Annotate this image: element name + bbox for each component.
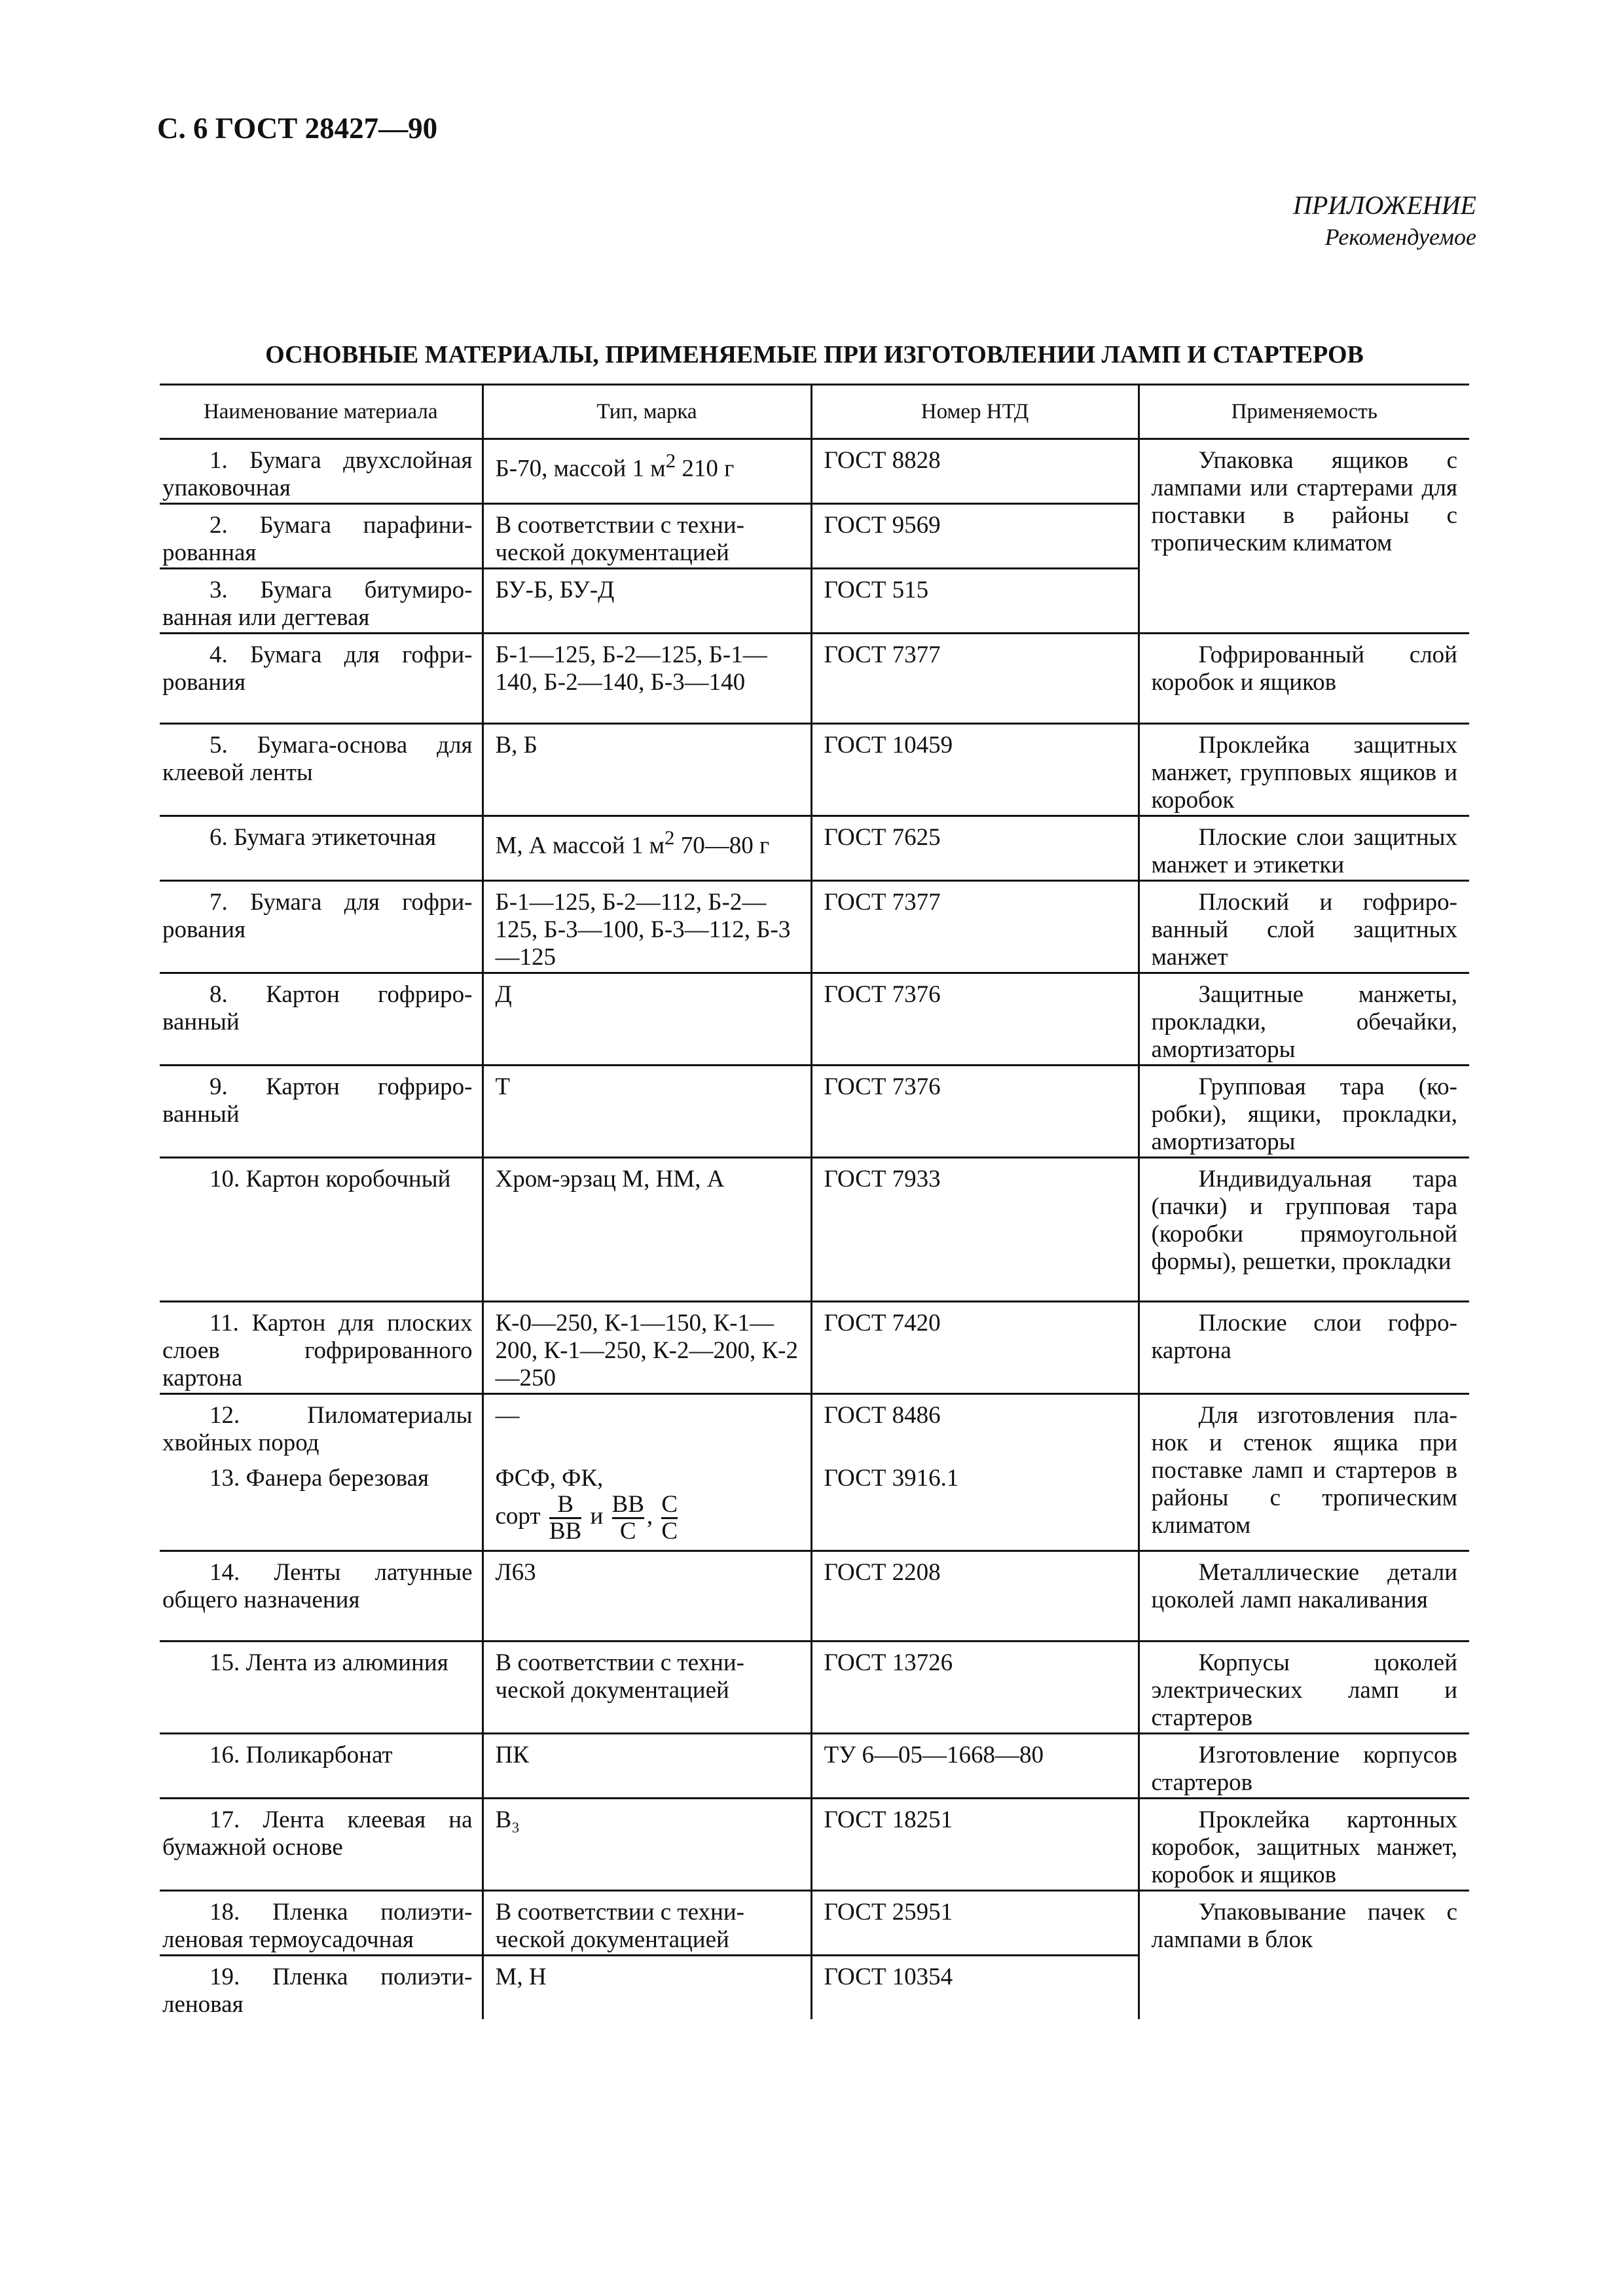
- material-type: М, Н: [483, 1955, 811, 2019]
- grade-label: сорт: [495, 1502, 541, 1530]
- material-name: 1. Бумага двухслойная упаковочная: [160, 439, 483, 504]
- type-text: М, А массой 1 м: [495, 832, 665, 859]
- grade-line: сорт $\frac{В}{ВВ}$ и $\frac{ВВ}{С}$ , $\frac{С}{С}$: [495, 1491, 678, 1545]
- material-name: 12. Пиломатериалы хвойных пород: [162, 1402, 473, 1456]
- material-name: 18. Пленка полиэтиленовая термоусадочная: [160, 1890, 483, 1955]
- grade-fraction: [549, 1492, 581, 1544]
- ntd-number: ТУ 6—05—1668—80: [811, 1733, 1139, 1798]
- ntd-number: ГОСТ 7376: [811, 1066, 1139, 1158]
- ntd-number: ГОСТ 7377: [811, 881, 1139, 973]
- ntd-number: ГОСТ 9569: [811, 504, 1139, 569]
- table-row: [160, 816, 1469, 881]
- page-header: С. 6 ГОСТ 28427—90: [157, 112, 438, 145]
- ntd-number: ГОСТ 18251: [811, 1798, 1139, 1890]
- material-type: [483, 1458, 811, 1551]
- table-row: [160, 973, 1469, 1066]
- and-label: и: [590, 1502, 604, 1530]
- table-row: [160, 1551, 1469, 1641]
- table-row: [160, 1158, 1469, 1302]
- column-header-ntd: Номер НТД: [811, 385, 1139, 439]
- appendix-note: [1293, 190, 1476, 251]
- ntd-number: ГОСТ 7420: [811, 1302, 1139, 1394]
- material-name: 16. Поликарбонат: [160, 1733, 483, 1798]
- ntd-number: ГОСТ 13726: [811, 1641, 1139, 1733]
- application-cell: Индивидуальная тара (пачки) и групповая тара (коробки прямоугольной формы), решетки, прокладки: [1139, 1158, 1469, 1302]
- type-text: ФСФ, ФК,: [495, 1465, 604, 1492]
- material-name: 7. Бумага для гофрирования: [160, 881, 483, 973]
- ntd-number: ГОСТ 7377: [811, 634, 1139, 724]
- application-cell: Плоский и гофрированный слой защитных манжет: [1139, 881, 1469, 973]
- material-type: В₃: [483, 1798, 811, 1890]
- material-type: В соответствии с технической документацией: [483, 504, 811, 569]
- ntd-number: ГОСТ 10354: [811, 1955, 1139, 2019]
- materials-table: [160, 384, 1469, 2019]
- material-name: 5. Бумага-основа для клеевой ленты: [160, 724, 483, 816]
- material-type: К-0—250, К-1—150, К-1—200, К-1—250, К-2—200, К-2—250: [483, 1302, 811, 1394]
- application-cell: Плоские слои гофрокартона: [1139, 1302, 1469, 1394]
- table-row: [160, 439, 1469, 504]
- appendix-label: ПРИЛОЖЕНИЕ: [1293, 190, 1476, 220]
- application-cell: Металлические детали цоколей ламп накаливания: [1139, 1551, 1469, 1641]
- application-cell: Проклейка картонных коробок, защитных манжет, коробок и ящиков: [1139, 1798, 1469, 1890]
- application-cell: Упаковка ящиков с лампами или стартерами для поставки в районы с тропическим климатом: [1139, 439, 1469, 634]
- material-type: Б-1—125, Б-2—112, Б-2—125, Б-3—100, Б-3—112, Б-3—125: [483, 881, 811, 973]
- application-cell: Плоские слои защитных манжет и этикетки: [1139, 816, 1469, 881]
- table-row: [160, 634, 1469, 724]
- material-type: Т: [483, 1066, 811, 1158]
- material-name: 11. Картон для плоских слоев гофрированного картона: [160, 1302, 483, 1394]
- fraction-numerator: С: [661, 1491, 678, 1518]
- material-type: БУ-Б, БУ-Д: [483, 569, 811, 634]
- fraction-denominator: ВВ: [549, 1518, 582, 1545]
- material-name: 8. Картон гофрированный: [160, 973, 483, 1066]
- ntd-number: ГОСТ 7376: [811, 973, 1139, 1066]
- material-type: [483, 816, 811, 881]
- material-type: ПК: [483, 1733, 811, 1798]
- column-header-type: Тип, марка: [483, 385, 811, 439]
- material-name: 13. Фанера березовая: [160, 1458, 483, 1551]
- material-type: Хром-эрзац М, НМ, А: [483, 1158, 811, 1302]
- document-title: ОСНОВНЫЕ МАТЕРИАЛЫ, ПРИМЕНЯЕМЫЕ ПРИ ИЗГОТОВЛЕНИИ ЛАМП И СТАРТЕРОВ: [265, 341, 1364, 368]
- type-text: Б-70, массой 1 м: [495, 455, 666, 482]
- superscript: 2: [665, 450, 676, 472]
- column-header-use: Применяемость: [1139, 385, 1469, 439]
- type-text: 70—80 г: [674, 832, 770, 859]
- table-row: [160, 1641, 1469, 1733]
- material-name: 4. Бумага для гофрирования: [160, 634, 483, 724]
- material-type: В, Б: [483, 724, 811, 816]
- application-cell: Гофрированный слой коробок и ящиков: [1139, 634, 1469, 724]
- material-name: 2. Бумага парафинированная: [160, 504, 483, 569]
- table-row: [160, 1733, 1469, 1798]
- material-name: 9. Картон гофрированный: [160, 1066, 483, 1158]
- ntd-number: ГОСТ 8486: [811, 1394, 1139, 1458]
- grade-fraction: [612, 1492, 644, 1544]
- application-cell: Групповая тара (коробки), ящики, прокладки, амортизаторы: [1139, 1066, 1469, 1158]
- type-text: 210 г: [676, 455, 735, 482]
- ntd-number: ГОСТ 515: [811, 569, 1139, 634]
- material-type: Б-1—125, Б-2—125, Б-1—140, Б-2—140, Б-3—140: [483, 634, 811, 724]
- table-row: [160, 1798, 1469, 1890]
- material-name: 6. Бумага этикеточная: [160, 816, 483, 881]
- superscript: 2: [665, 827, 675, 849]
- material-name: 10. Картон коробочный: [160, 1158, 483, 1302]
- table-row: [160, 1890, 1469, 1955]
- ntd-number: ГОСТ 3916.1: [811, 1458, 1139, 1551]
- material-name: 17. Лента клеевая на бумажной основе: [160, 1798, 483, 1890]
- ntd-number: ГОСТ 8828: [811, 439, 1139, 504]
- table-row: [160, 1394, 1469, 1458]
- ntd-number: ГОСТ 25951: [811, 1890, 1139, 1955]
- table-row: [160, 1066, 1469, 1158]
- application-cell: Корпусы цоколей электрических ламп и стартеров: [1139, 1641, 1469, 1733]
- material-name: 15. Лента из алюминия: [160, 1641, 483, 1733]
- column-header-material: Наименование материала: [160, 385, 483, 439]
- material-name: 14. Ленты латунные общего назначения: [160, 1551, 483, 1641]
- grade-fraction: [661, 1492, 678, 1544]
- material-type: Д: [483, 973, 811, 1066]
- material-type: В соответствии с технической документацией: [483, 1890, 811, 1955]
- application-cell: Защитные манжеты, прокладки, обечайки, амортизаторы: [1139, 973, 1469, 1066]
- fraction-denominator: С: [619, 1518, 636, 1545]
- table-header-row: [160, 385, 1469, 439]
- appendix-status: Рекомендуемое: [1324, 224, 1476, 250]
- table-row: [160, 724, 1469, 816]
- material-name: 3. Бумага битумированная или дегтевая: [160, 569, 483, 634]
- application-cell: Изготовление корпусов стартеров: [1139, 1733, 1469, 1798]
- material-name: 19. Пленка полиэтиленовая: [162, 1963, 473, 2018]
- ntd-number: ГОСТ 10459: [811, 724, 1139, 816]
- material-type: В соответствии с технической документацией: [483, 1641, 811, 1733]
- application-cell: Проклейка защитных манжет, групповых ящиков и коробок: [1139, 724, 1469, 816]
- material-type: Л63: [483, 1551, 811, 1641]
- fraction-numerator: ВВ: [611, 1491, 644, 1518]
- fraction-denominator: С: [661, 1518, 678, 1545]
- material-type: [483, 439, 811, 504]
- table-row: [160, 1302, 1469, 1394]
- application-cell: Для изготовления планок и стенок ящика при поставке ламп и стартеров в районы с тропическим климатом: [1139, 1394, 1469, 1551]
- table-row: [160, 881, 1469, 973]
- material-type: —: [483, 1394, 811, 1458]
- ntd-number: ГОСТ 7625: [811, 816, 1139, 881]
- application-cell: Упаковывание пачек с лампами в блок: [1139, 1890, 1469, 2019]
- fraction-numerator: В: [549, 1492, 581, 1519]
- ntd-number: ГОСТ 7933: [811, 1158, 1139, 1302]
- ntd-number: ГОСТ 2208: [811, 1551, 1139, 1641]
